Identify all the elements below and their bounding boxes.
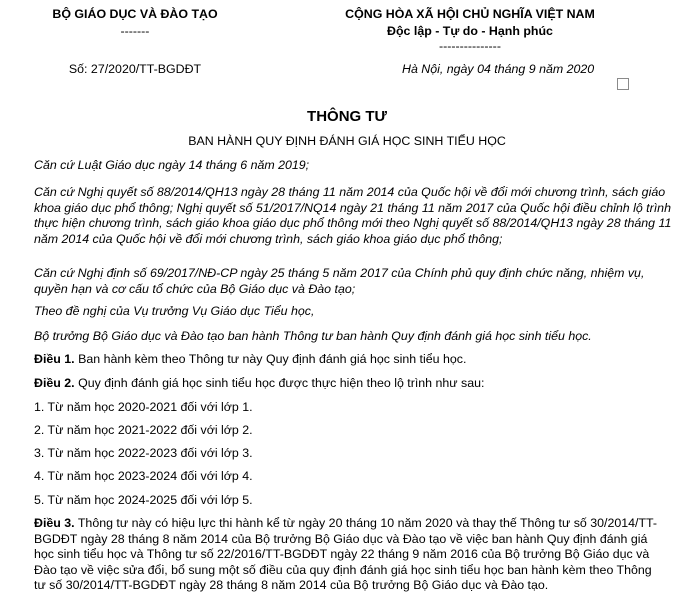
article-2 xyxy=(34,377,674,390)
list-item: 3. Từ năm học 2022-2023 đối với lớp 3. xyxy=(34,446,253,460)
article-3-text: Thông tư này có hiệu lực thi hành kể từ ngày 20 tháng 10 năm 2020 và thay thế Thông tư số 30/2014/TT-BGDĐT ngày 28 tháng 8 năm 2014 của Bộ trưởng Bộ Giáo dục và Đào tạo về việc ban hành Quy định đánh giá học sinh tiểu học và Thông tư số 22/2016/TT-BGDĐT ngày 22 tháng 9 năm 2016 của Bộ trưởng Bộ Giáo dục và Đào tạo về việc sửa đổi, bổ sung một số điều của quy định đánh giá học sinh tiểu học ban hành kèm theo Thông tư số 30/2014/TT-BGDĐT ngày 28 tháng 8 năm 2014 của Bộ trưởng Bộ Giáo dục và Đào tạo. xyxy=(34,516,658,592)
preamble-law: Căn cứ Luật Giáo dục ngày 14 tháng 6 năm 2019; xyxy=(34,158,310,172)
document-number: Số: 27/2020/TT-BGDĐT xyxy=(68,62,202,76)
list-item: 2. Từ năm học 2021-2022 đối với lớp 2. xyxy=(34,423,253,437)
list-item: 5. Từ năm học 2024-2025 đối với lớp 5. xyxy=(34,493,253,507)
ministry-rule: ------- xyxy=(120,24,150,38)
place-date: Hà Nội, ngày 04 tháng 9 năm 2020 xyxy=(402,62,595,76)
preamble-resolution: Căn cứ Nghị quyết số 88/2014/QH13 ngày 28 tháng 11 năm 2014 của Quốc hội về đổi mới chương trình, sách giáo khoa giáo dục phổ thông; Nghị quyết số 51/2017/NQ14 ngày 21 tháng 11 năm 2017 của Quốc hội điều chỉnh lộ trình thực hiện chương trình, sách giáo khoa giáo dục phổ thông mới theo Nghị quyết số 88/2014/QH13 ngày 28 tháng 11 năm 2014 của Quốc hội về đổi mới chương trình, sách giáo khoa giáo dục phổ thông; xyxy=(34,185,672,246)
checkbox[interactable] xyxy=(617,78,629,90)
document-subtitle: BAN HÀNH QUY ĐỊNH ĐÁNH GIÁ HỌC SINH TIỂU HỌC xyxy=(188,134,506,148)
article-1 xyxy=(34,353,674,366)
national-motto: Độc lập - Tự do - Hạnh phúc xyxy=(387,24,553,38)
preamble-proposal: Theo đề nghị của Vụ trưởng Vụ Giáo dục Tiểu học, xyxy=(34,304,315,318)
motto-rule: --------------- xyxy=(439,39,501,53)
preamble-decree: Căn cứ Nghị định số 69/2017/NĐ-CP ngày 25 tháng 5 năm 2017 của Chính phủ quy định chức năng, nhiệm vụ, quyền hạn và cơ cấu tổ chức của Bộ Giáo dục và Đào tạo; xyxy=(34,266,645,296)
article-1-text: Ban hành kèm theo Thông tư này Quy định đánh giá học sinh tiểu học. xyxy=(78,352,467,366)
article-3 xyxy=(34,516,666,594)
article-2-text: Quy định đánh giá học sinh tiểu học được thực hiện theo lộ trình như sau: xyxy=(78,376,485,390)
document-title: THÔNG TƯ xyxy=(307,108,387,125)
ministry-name: BỘ GIÁO DỤC VÀ ĐÀO TẠO xyxy=(52,7,218,21)
list-item: 4. Từ năm học 2023-2024 đối với lớp 4. xyxy=(34,469,253,483)
preamble-minister: Bộ trưởng Bộ Giáo dục và Đào tạo ban hành Thông tư ban hành Quy định đánh giá học sinh tiểu học. xyxy=(34,329,592,343)
article-3-label: Điều 3. xyxy=(34,516,75,530)
republic-name: CỘNG HÒA XÃ HỘI CHỦ NGHĨA VIỆT NAM xyxy=(345,7,595,21)
article-1-label: Điều 1. xyxy=(34,352,75,366)
list-item: 1. Từ năm học 2020-2021 đối với lớp 1. xyxy=(34,400,253,414)
article-2-label: Điều 2. xyxy=(34,376,75,390)
